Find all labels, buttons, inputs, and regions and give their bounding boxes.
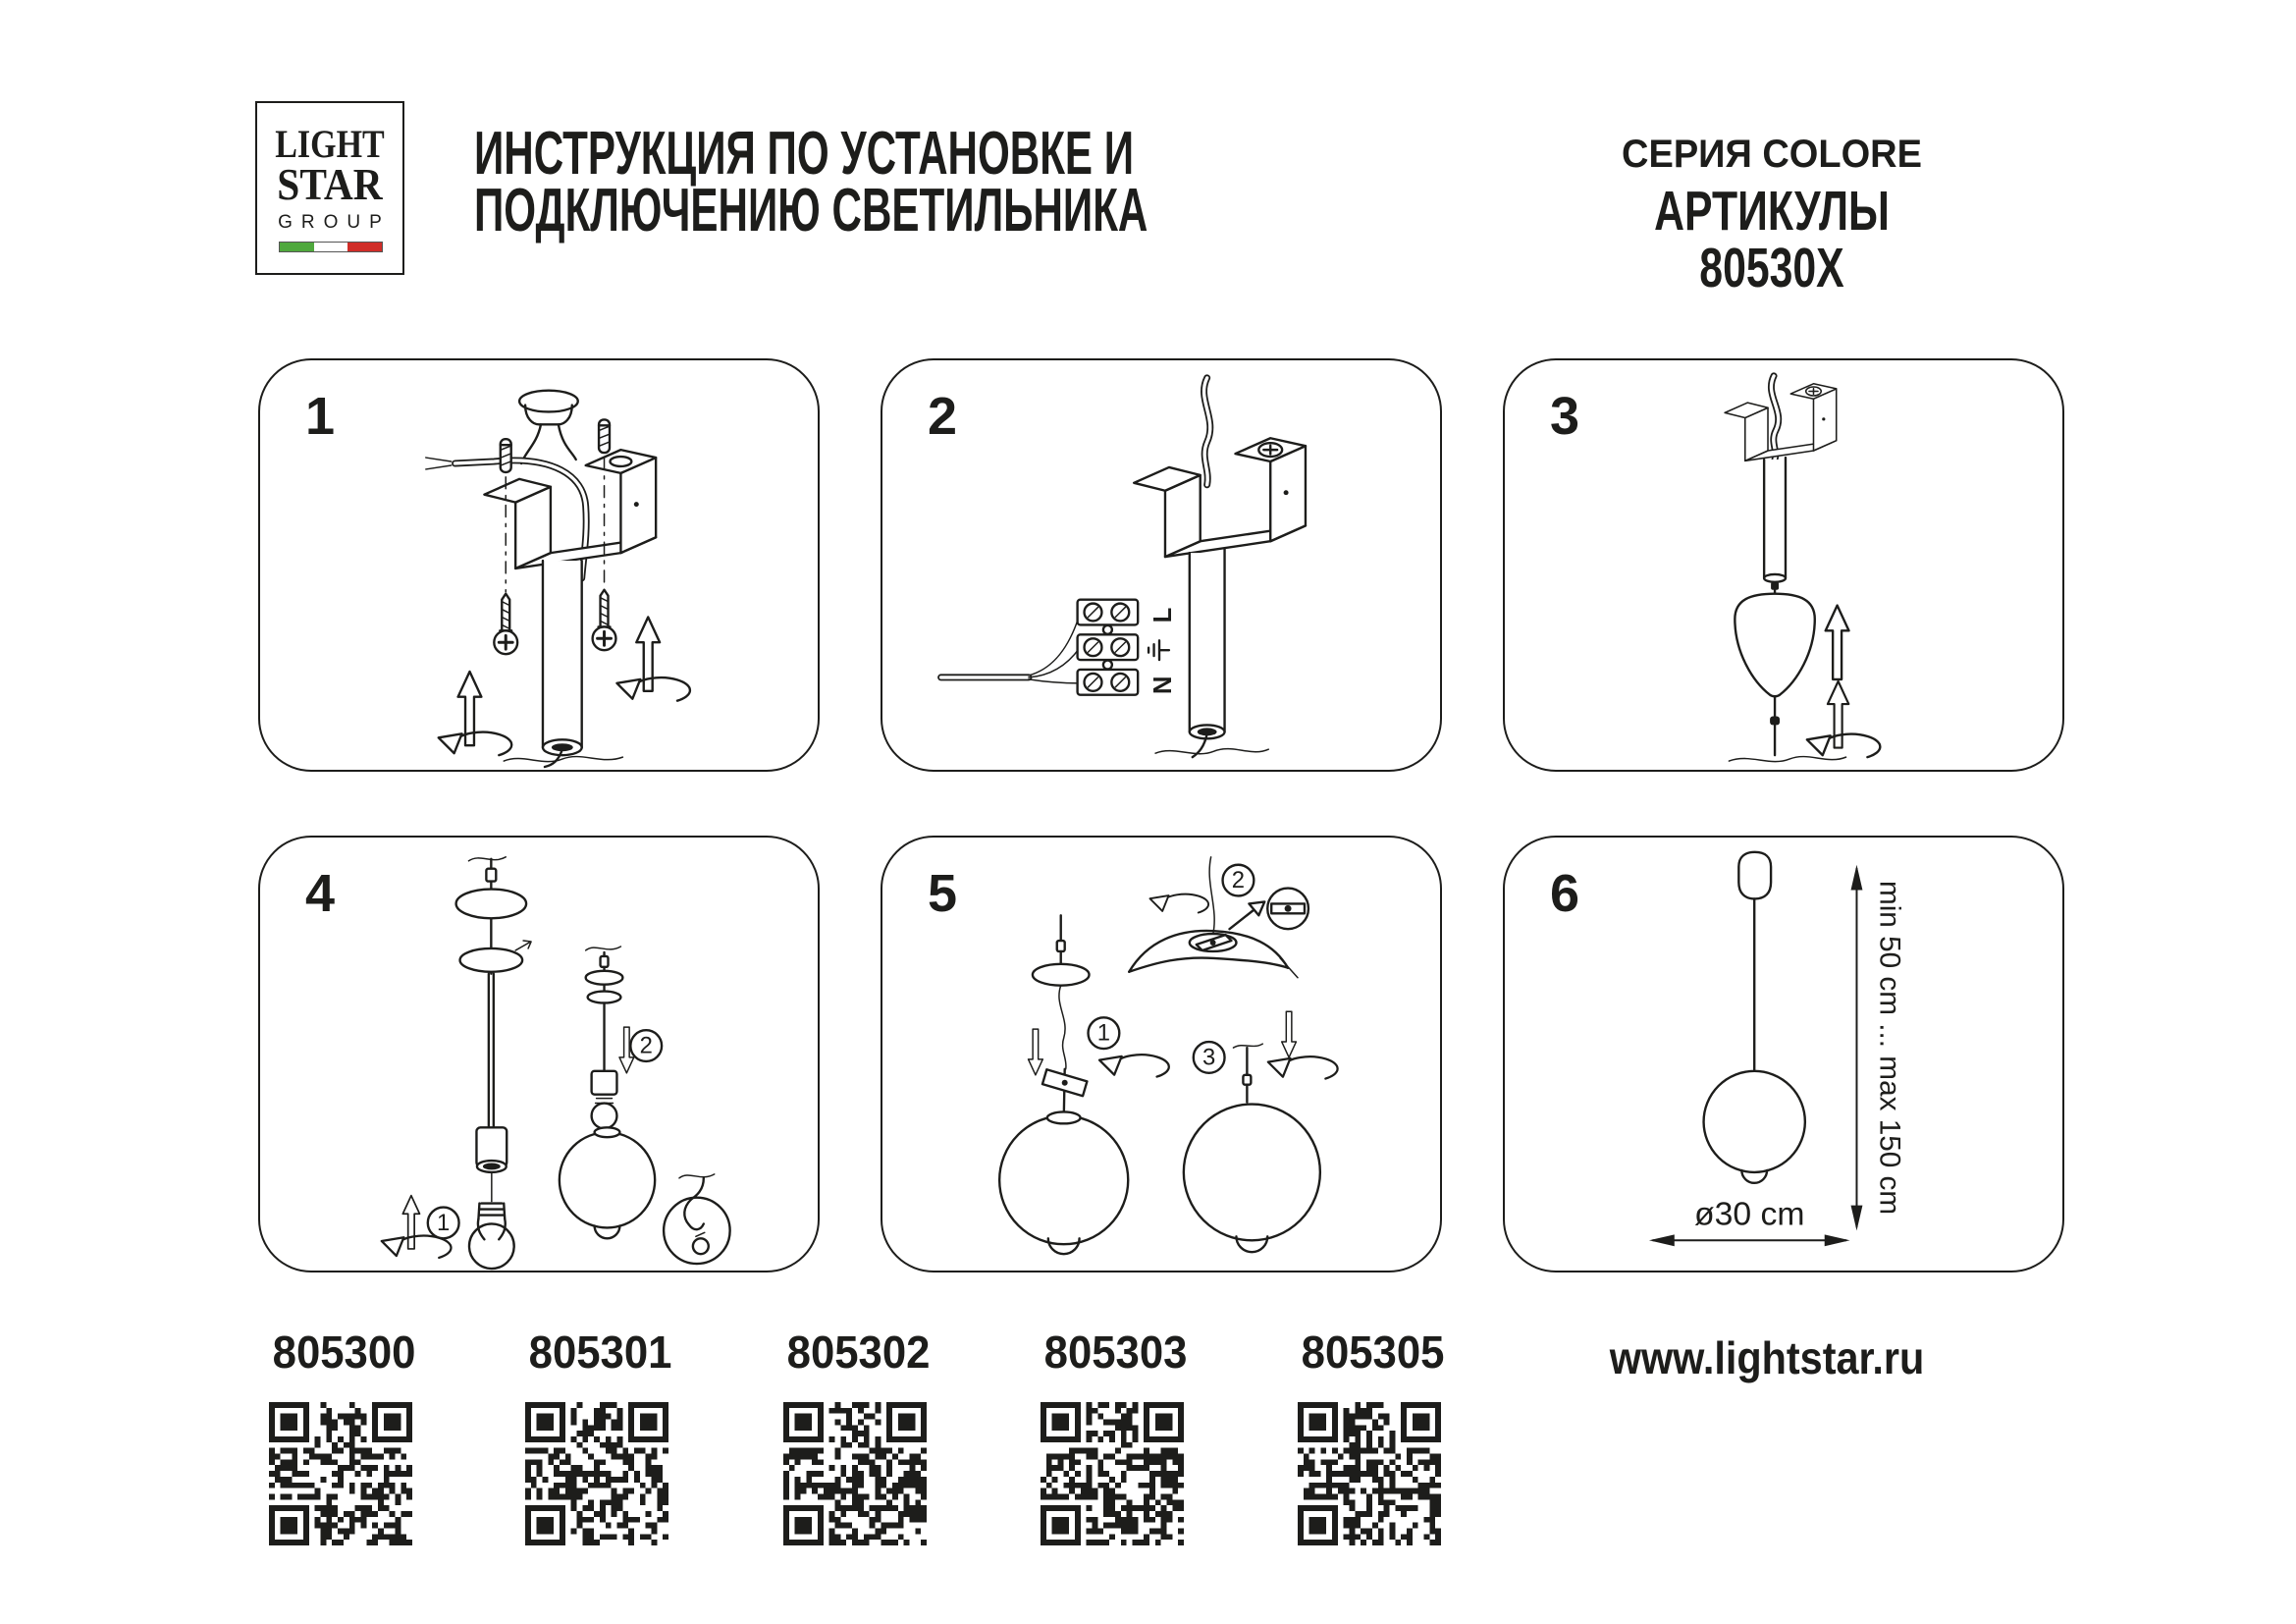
article-code: 805303 — [1043, 1326, 1188, 1378]
flag-white-segment — [314, 243, 348, 251]
article-column — [1298, 1326, 1445, 1379]
svg-text:2: 2 — [1231, 867, 1246, 894]
badge-1 — [1089, 1017, 1120, 1049]
badge-1 — [428, 1208, 459, 1239]
magnifier-slot-icon — [1267, 889, 1308, 930]
wall-plug-icon — [599, 419, 610, 453]
screw-icon — [593, 590, 616, 650]
logo-word-group: GROUP — [278, 212, 391, 233]
svg-text:2: 2 — [639, 1032, 653, 1059]
qr-code — [783, 1402, 927, 1545]
step-panel-4 — [258, 836, 820, 1272]
qr-code — [269, 1402, 412, 1545]
article-column — [1041, 1326, 1188, 1379]
light-bulb-icon — [469, 1204, 514, 1269]
suspension-tube — [1155, 549, 1268, 757]
step-number: 1 — [305, 387, 336, 446]
cord-and-discs — [456, 857, 531, 1128]
twist-arrow-icon — [1268, 1056, 1338, 1078]
step2-drawing-wiring — [882, 360, 1440, 770]
article-column — [269, 1326, 416, 1379]
wall-plug-icon — [501, 439, 511, 472]
glass-globe-open-top — [999, 1111, 1128, 1254]
twist-up-arrow-icon — [1807, 681, 1881, 757]
step-number: 5 — [928, 864, 958, 923]
down-arrow-icon — [1029, 1029, 1043, 1075]
horizontal-dimension — [1649, 1234, 1850, 1246]
article-code: 805302 — [786, 1326, 931, 1378]
glass-globe — [560, 1127, 655, 1238]
step-panel-6 — [1503, 836, 2064, 1272]
terminal-label-live: L — [1148, 607, 1178, 623]
mounting-bracket — [1134, 438, 1306, 557]
twist-arrow-icon — [1099, 1055, 1169, 1076]
article-column — [783, 1326, 931, 1379]
step1-drawing-mounting-hardware — [260, 360, 818, 770]
website-url: www.lightstar.ru — [1609, 1332, 1925, 1383]
svg-text:3: 3 — [1202, 1044, 1216, 1071]
flag-green-segment — [280, 243, 314, 251]
earth-symbol — [1148, 640, 1169, 660]
cord-disc-clamp — [1033, 915, 1090, 1119]
step-number: 2 — [928, 387, 958, 446]
globe-with-stud — [1184, 1044, 1320, 1252]
height-range-label: min 50 cm ... max 150 cm — [1873, 880, 1906, 1216]
article-column — [525, 1326, 672, 1379]
step3-drawing-canopy — [1505, 360, 2062, 770]
logo-word-star: STAR — [277, 159, 383, 209]
vertical-dimension — [1851, 865, 1863, 1231]
step-number: 3 — [1550, 387, 1580, 446]
globe-with-hooked-cord — [664, 1174, 730, 1264]
step4-drawing-bulb-assembly — [260, 838, 818, 1271]
step-number: 6 — [1550, 864, 1580, 923]
page-title-line2: ПОДКЛЮЧЕНИЮ СВЕТИЛЬНИКА — [474, 177, 1148, 244]
step5-drawing-globe-mounting — [882, 838, 1440, 1271]
diameter-label: ø30 cm — [1693, 1195, 1805, 1233]
ceiling-cup-icon — [1738, 852, 1771, 899]
articles-heading: АРТИКУЛЫ 80530X — [1654, 180, 1890, 299]
down-arrow-icon — [1282, 1011, 1297, 1057]
flag-red-segment — [347, 243, 382, 251]
badge-3 — [1194, 1042, 1225, 1073]
up-arrow-icon — [1826, 606, 1849, 679]
page-title — [474, 120, 1148, 244]
svg-text:1: 1 — [437, 1209, 451, 1236]
screw-icon — [494, 594, 517, 654]
logo-word-light: LIGHT — [275, 122, 385, 166]
socket-with-bulb — [592, 1071, 617, 1128]
pendant-globe — [1704, 1071, 1805, 1183]
article-code: 805305 — [1301, 1326, 1445, 1378]
series-block — [1526, 134, 2017, 297]
page-title-line1: ИНСТРУКЦИЯ ПО УСТАНОВКЕ И — [474, 120, 1135, 188]
step-panel-3 — [1503, 358, 2064, 772]
terminal-label-neutral: N — [1148, 676, 1178, 695]
qr-code — [525, 1402, 668, 1545]
step-panel-5 — [881, 836, 1442, 1272]
terminal-block — [941, 600, 1139, 695]
badge-2 — [630, 1030, 662, 1061]
step-number: 4 — [305, 864, 336, 923]
qr-code — [1041, 1402, 1184, 1545]
lamp-socket — [476, 1127, 507, 1201]
twist-up-arrow-icon — [439, 672, 512, 755]
twist-up-arrow-icon — [616, 617, 690, 700]
article-code: 805300 — [272, 1326, 416, 1378]
step-panel-2 — [881, 358, 1442, 772]
lightstar-logo — [255, 101, 404, 275]
step-panel-1 — [258, 358, 820, 772]
badge-2 — [1223, 865, 1255, 896]
step6-drawing-dimensions — [1505, 838, 2062, 1271]
cable-squiggle — [504, 757, 622, 762]
article-code: 805301 — [528, 1326, 672, 1378]
qr-code — [1298, 1402, 1441, 1545]
series-label: СЕРИЯ COLORE — [1622, 133, 1922, 176]
svg-text:1: 1 — [1096, 1019, 1111, 1047]
suspension-rod — [1764, 458, 1786, 590]
italian-flag-icon — [279, 242, 383, 252]
short-cord-and-discs — [586, 947, 623, 1075]
ceiling-cup-icon — [519, 391, 578, 463]
